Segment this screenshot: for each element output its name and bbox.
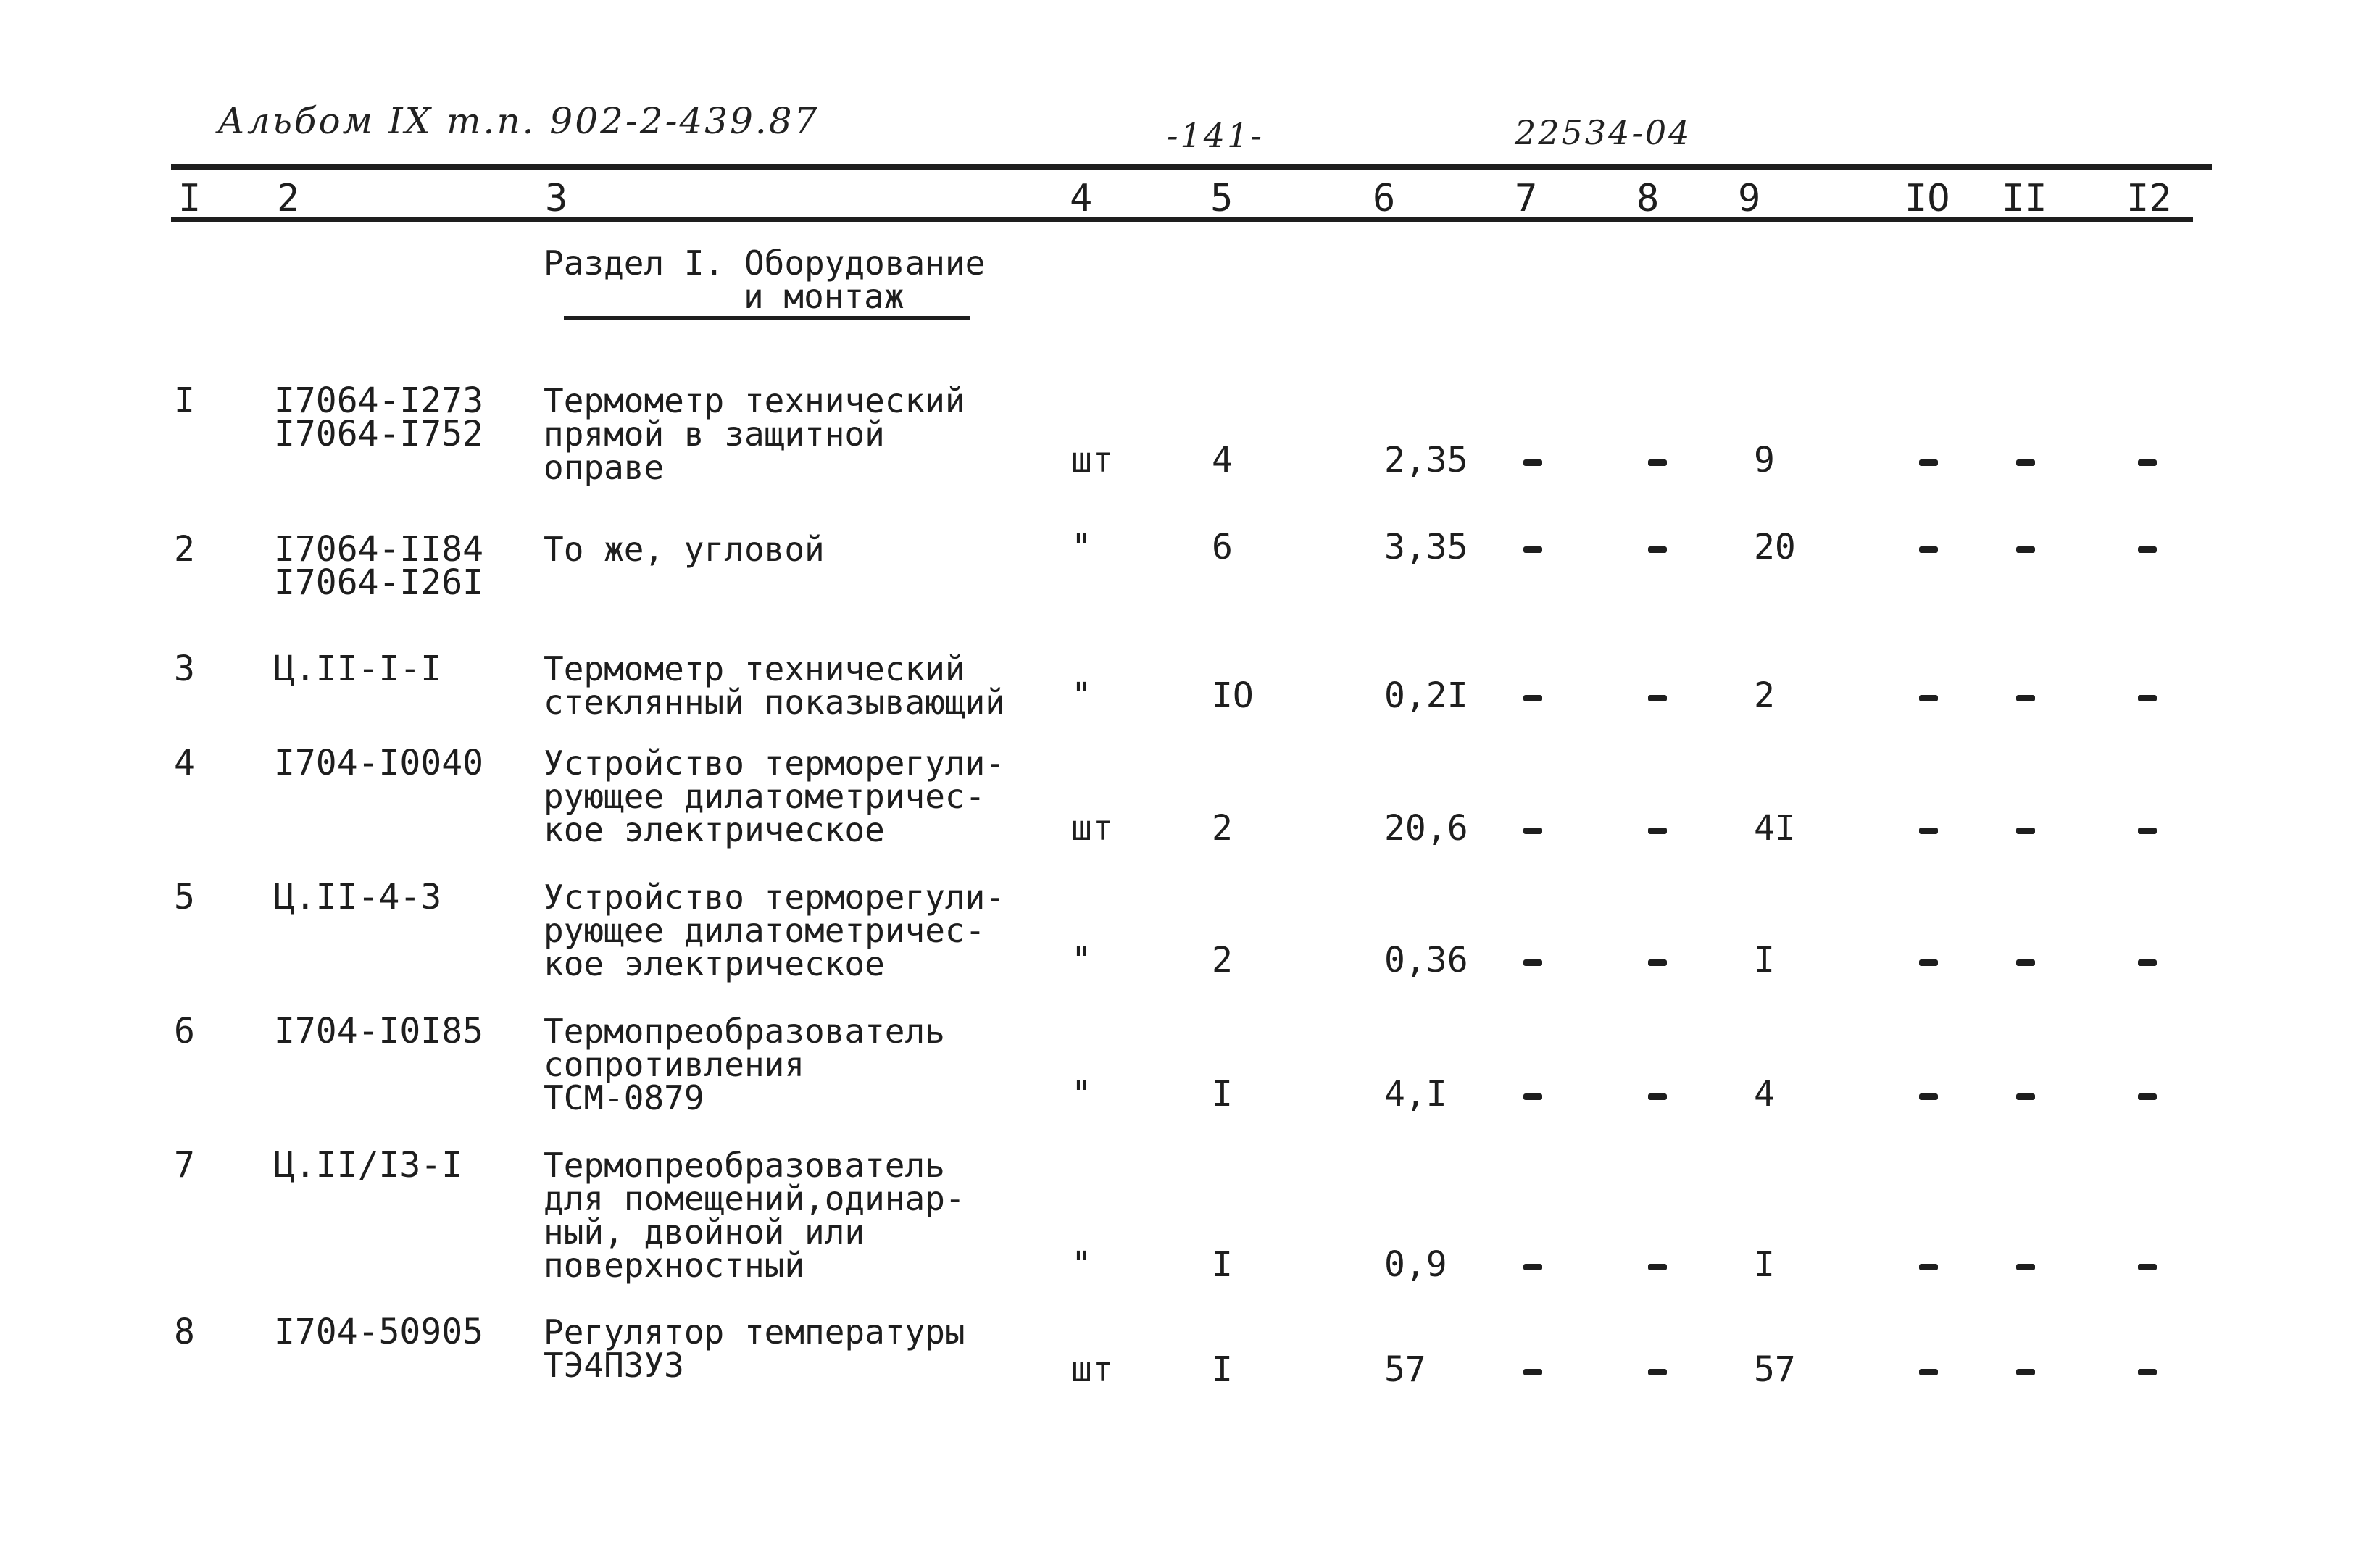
dash-c11 xyxy=(2016,1093,2035,1100)
column-number: 4 xyxy=(1070,177,1093,220)
column-6-value: 0,2I xyxy=(1384,675,1468,716)
item-code: Ц.II-4-3 xyxy=(274,877,442,917)
dash-c8 xyxy=(1648,1264,1667,1270)
dash-c7 xyxy=(1523,1369,1542,1375)
row-number: 5 xyxy=(174,877,195,917)
column-9-value: 9 xyxy=(1754,440,1775,480)
row-number: 3 xyxy=(174,649,195,689)
column-6-value: 4,I xyxy=(1384,1074,1447,1115)
column-9-value: I xyxy=(1754,1244,1775,1285)
dash-c10 xyxy=(1919,459,1938,466)
item-code: I704-50905 xyxy=(274,1312,483,1352)
column-number: II xyxy=(2002,177,2047,220)
dash-c8 xyxy=(1648,459,1667,466)
dash-c12 xyxy=(2138,828,2157,834)
dash-c8 xyxy=(1648,546,1667,553)
section-title-line: Раздел I. Оборудование xyxy=(544,243,986,283)
unit: шт xyxy=(1071,1349,1113,1390)
column-6-value: 0,9 xyxy=(1384,1244,1447,1285)
dash-c10 xyxy=(1919,828,1938,834)
dash-c11 xyxy=(2016,1369,2035,1375)
unit: " xyxy=(1071,527,1092,567)
unit: " xyxy=(1071,675,1092,716)
column-number: 7 xyxy=(1515,177,1538,220)
row-number: I xyxy=(174,380,195,421)
dash-c12 xyxy=(2138,959,2157,966)
quantity: IO xyxy=(1212,675,1254,716)
dash-c12 xyxy=(2138,459,2157,466)
column-9-value: 4 xyxy=(1754,1074,1775,1115)
item-name: Регулятор температуры ТЭ4П3У3 xyxy=(544,1312,965,1385)
item-name: Термометр технический прямой в защитной оправе xyxy=(544,381,965,487)
column-number: 6 xyxy=(1373,177,1396,220)
item-name: Термопреобразователь для помещений,одинар- ный, двойной или поверхностный xyxy=(544,1146,965,1285)
item-name: Термопреобразователь сопротивления ТСМ-0879 xyxy=(544,1012,945,1117)
dash-c7 xyxy=(1523,459,1542,466)
item-code: I7064-II84 I7064-I26I xyxy=(274,529,483,603)
item-code: Ц.II/I3-I xyxy=(274,1145,463,1186)
row-number: 6 xyxy=(174,1011,195,1051)
row-number: 7 xyxy=(174,1145,195,1186)
dash-c8 xyxy=(1648,828,1667,834)
page-number: -141- xyxy=(1167,116,1264,155)
dash-c10 xyxy=(1919,1093,1938,1100)
dash-c10 xyxy=(1919,1264,1938,1270)
dash-c12 xyxy=(2138,1093,2157,1100)
column-header-rule xyxy=(171,217,2193,222)
column-number: IO xyxy=(1905,177,1950,220)
column-9-value: 2 xyxy=(1754,675,1775,716)
dash-c7 xyxy=(1523,695,1542,701)
column-number: 2 xyxy=(277,177,300,220)
unit: шт xyxy=(1071,808,1113,849)
dash-c10 xyxy=(1919,1369,1938,1375)
quantity: 2 xyxy=(1212,940,1233,980)
dash-c10 xyxy=(1919,546,1938,553)
item-code: I704-I0040 xyxy=(274,743,483,783)
item-code: I704-I0I85 xyxy=(274,1011,483,1051)
row-number: 8 xyxy=(174,1312,195,1352)
item-name: Устройство терморегули- рующее дилатометричес- кое электрическое xyxy=(544,878,1005,983)
column-9-value: 4I xyxy=(1754,808,1796,849)
dash-c12 xyxy=(2138,1369,2157,1375)
column-number: 8 xyxy=(1636,177,1660,220)
quantity: 2 xyxy=(1212,808,1233,849)
dash-c11 xyxy=(2016,1264,2035,1270)
dash-c11 xyxy=(2016,959,2035,966)
column-number: 5 xyxy=(1210,177,1233,220)
dash-c7 xyxy=(1523,546,1542,553)
dash-c11 xyxy=(2016,459,2035,466)
column-6-value: 20,6 xyxy=(1384,808,1468,849)
row-number: 4 xyxy=(174,743,195,783)
dash-c11 xyxy=(2016,695,2035,701)
unit: шт xyxy=(1071,440,1113,480)
dash-c12 xyxy=(2138,695,2157,701)
dash-c7 xyxy=(1523,959,1542,966)
section-title xyxy=(544,243,986,316)
document-number: 22534-04 xyxy=(1515,113,1692,152)
quantity: 4 xyxy=(1212,440,1233,480)
column-number: 9 xyxy=(1738,177,1761,220)
section-title-line: и монтаж xyxy=(744,277,904,316)
row-number: 2 xyxy=(174,529,195,570)
dash-c8 xyxy=(1648,959,1667,966)
dash-c10 xyxy=(1919,959,1938,966)
column-6-value: 57 xyxy=(1384,1349,1426,1390)
column-6-value: 3,35 xyxy=(1384,527,1468,567)
column-number: 3 xyxy=(545,177,568,220)
dash-c7 xyxy=(1523,1093,1542,1100)
unit: " xyxy=(1071,940,1092,980)
dash-c8 xyxy=(1648,695,1667,701)
unit: " xyxy=(1071,1074,1092,1115)
column-6-value: 2,35 xyxy=(1384,440,1468,480)
quantity: I xyxy=(1212,1349,1233,1390)
item-code: I7064-I273 I7064-I752 xyxy=(274,380,483,454)
column-number: I2 xyxy=(2126,177,2172,220)
header-rule xyxy=(171,164,2212,170)
dash-c11 xyxy=(2016,546,2035,553)
dash-c10 xyxy=(1919,695,1938,701)
column-9-value: 20 xyxy=(1754,527,1796,567)
dash-c12 xyxy=(2138,546,2157,553)
dash-c11 xyxy=(2016,828,2035,834)
item-name: Устройство терморегули- рующее дилатометричес- кое электрическое xyxy=(544,743,1005,849)
dash-c7 xyxy=(1523,1264,1542,1270)
item-name: То же, угловой xyxy=(544,530,825,569)
column-6-value: 0,36 xyxy=(1384,940,1468,980)
quantity: I xyxy=(1212,1244,1233,1285)
unit: " xyxy=(1071,1244,1092,1285)
column-9-value: I xyxy=(1754,940,1775,980)
item-name: Термометр технический стеклянный показывающий xyxy=(544,649,1005,722)
column-9-value: 57 xyxy=(1754,1349,1796,1390)
dash-c8 xyxy=(1648,1369,1667,1375)
dash-c12 xyxy=(2138,1264,2157,1270)
section-underline xyxy=(564,316,970,320)
quantity: I xyxy=(1212,1074,1233,1115)
column-number: I xyxy=(178,177,201,220)
dash-c8 xyxy=(1648,1093,1667,1100)
quantity: 6 xyxy=(1212,527,1233,567)
dash-c7 xyxy=(1523,828,1542,834)
item-code: Ц.II-I-I xyxy=(274,649,442,689)
album-reference: Альбом IX т.п. 902-2-439.87 xyxy=(217,100,820,142)
